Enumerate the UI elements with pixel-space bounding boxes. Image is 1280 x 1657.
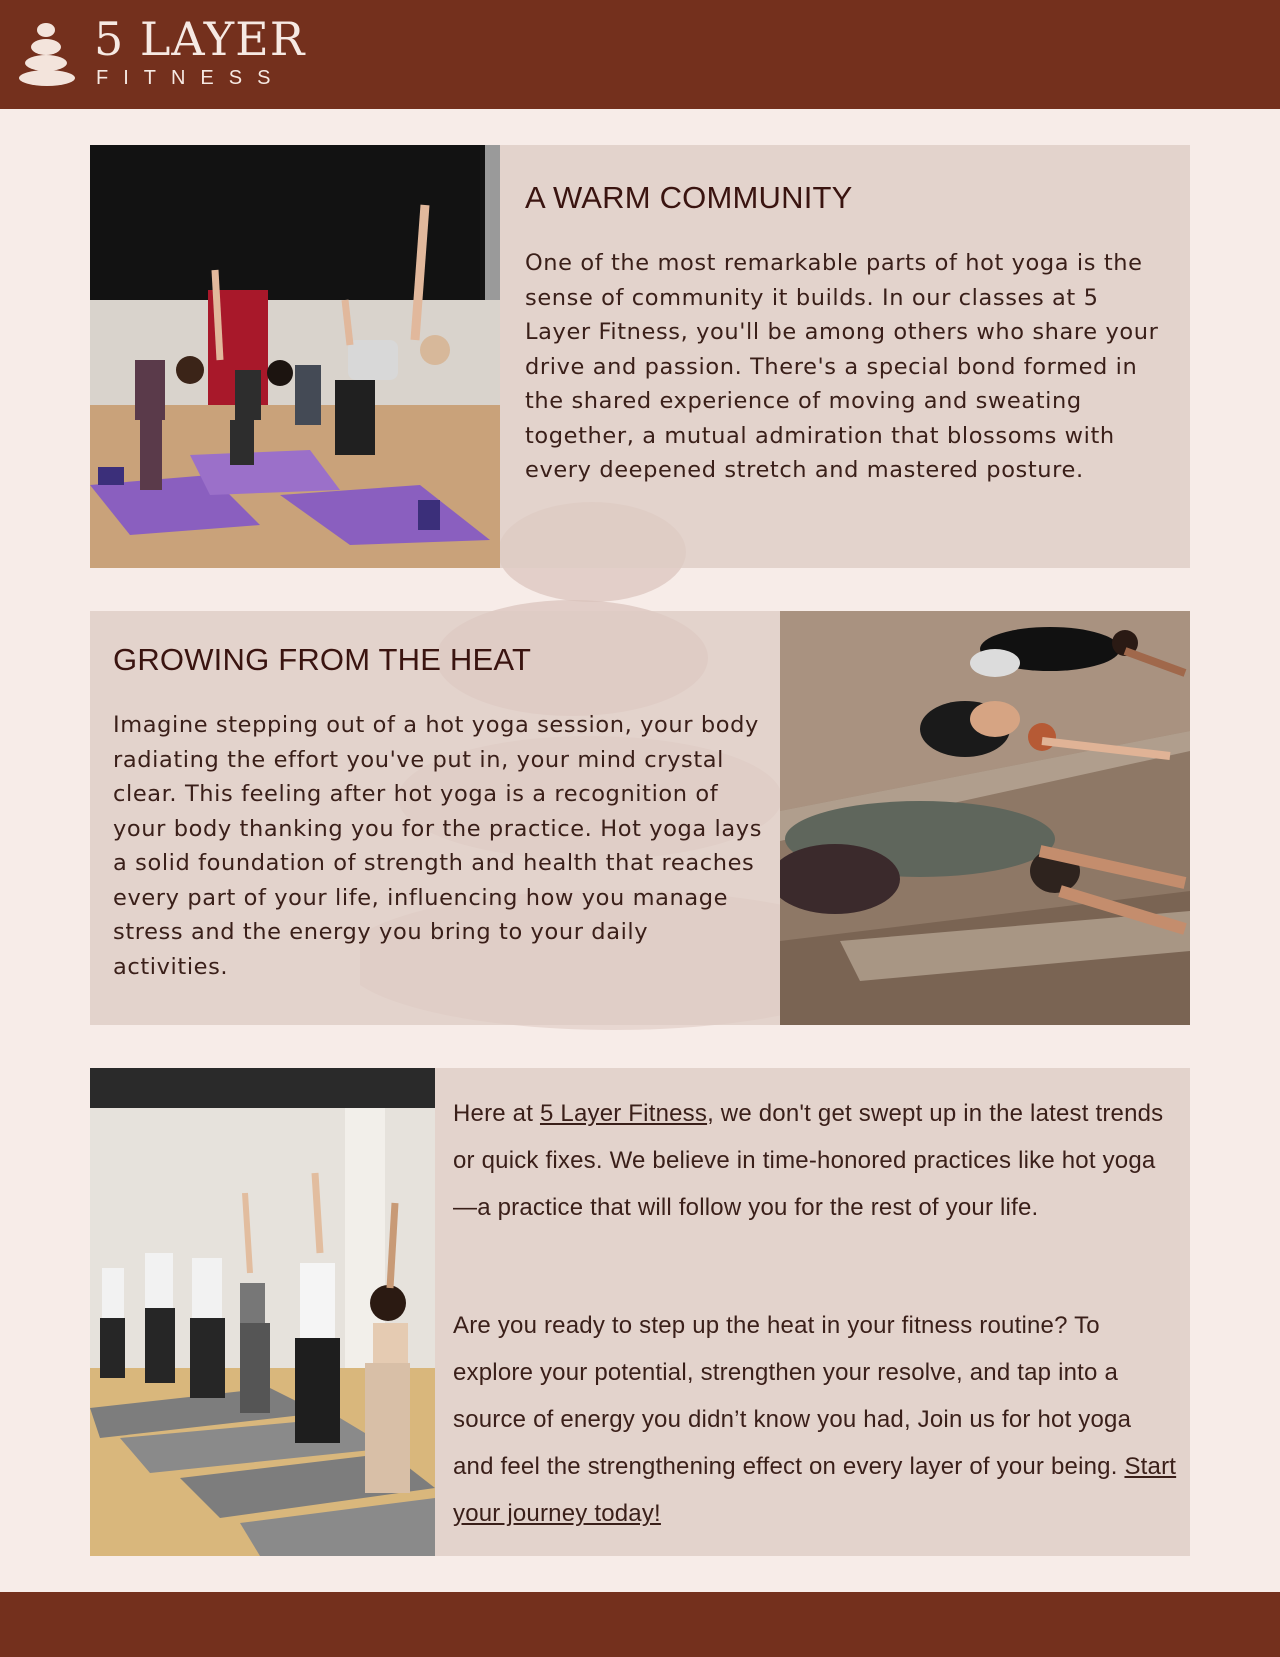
section-heading: A WARM COMMUNITY xyxy=(525,180,853,215)
5-layer-fitness-link[interactable]: 5 Layer Fitness xyxy=(539,1100,708,1127)
childs-pose-group-photo xyxy=(780,611,1190,1025)
section-join-us xyxy=(90,1068,1190,1556)
section-heading: GROWING FROM THE HEAT xyxy=(113,642,532,677)
section-growing-from-heat xyxy=(90,611,1190,1025)
logo-title[interactable]: 5 LAYER xyxy=(94,12,306,66)
section-warm-community xyxy=(90,145,1190,568)
intro-text-start: Here at xyxy=(453,1100,540,1127)
stacked-stones-icon[interactable] xyxy=(18,18,78,88)
section-body: Imagine stepping out of a hot yoga session, your body radiating the effort you've put in, your mind crystal clear. This feeling after hot yoga is a recognition of your body thanking you for the practice. Hot yoga lays a solid foundation of strength and health that reaches every part of your life, influencing how you manage stress and the energy you bring to your daily activities. xyxy=(113,712,763,980)
intro-text-end: , we don't get swept up in the latest trends or quick fixes. We believe in time-honored practices like hot yoga—a practice that will follow you for the rest of your life. xyxy=(453,1100,1164,1221)
warrior-pose-class-photo xyxy=(90,1068,435,1556)
start-journey-link[interactable]: Start your journey today! xyxy=(453,1453,1177,1527)
cta-text: Are you ready to step up the heat in your fitness routine? To explore your potential, strengthen your resolve, and tap into a source of energy you didn’t know you had, Join us for hot yoga and feel the strengthening effect on every layer of your being. xyxy=(453,1312,1132,1480)
intro-paragraph xyxy=(453,1068,1178,1231)
logo-subtitle[interactable]: FITNESS xyxy=(96,67,286,89)
yoga-class-triangle-pose-photo xyxy=(90,145,500,568)
cta-paragraph xyxy=(453,1302,1178,1537)
site-header xyxy=(0,0,1280,109)
section-body: One of the most remarkable parts of hot yoga is the sense of community it builds. In our classes at 5 Layer Fitness, you'll be among others who share your drive and passion. There's a special bond formed in the shared experience of moving and sweating together, a mutual admiration that blossoms with every deepened stretch and mastered posture. xyxy=(525,250,1159,483)
site-footer xyxy=(0,1592,1280,1657)
